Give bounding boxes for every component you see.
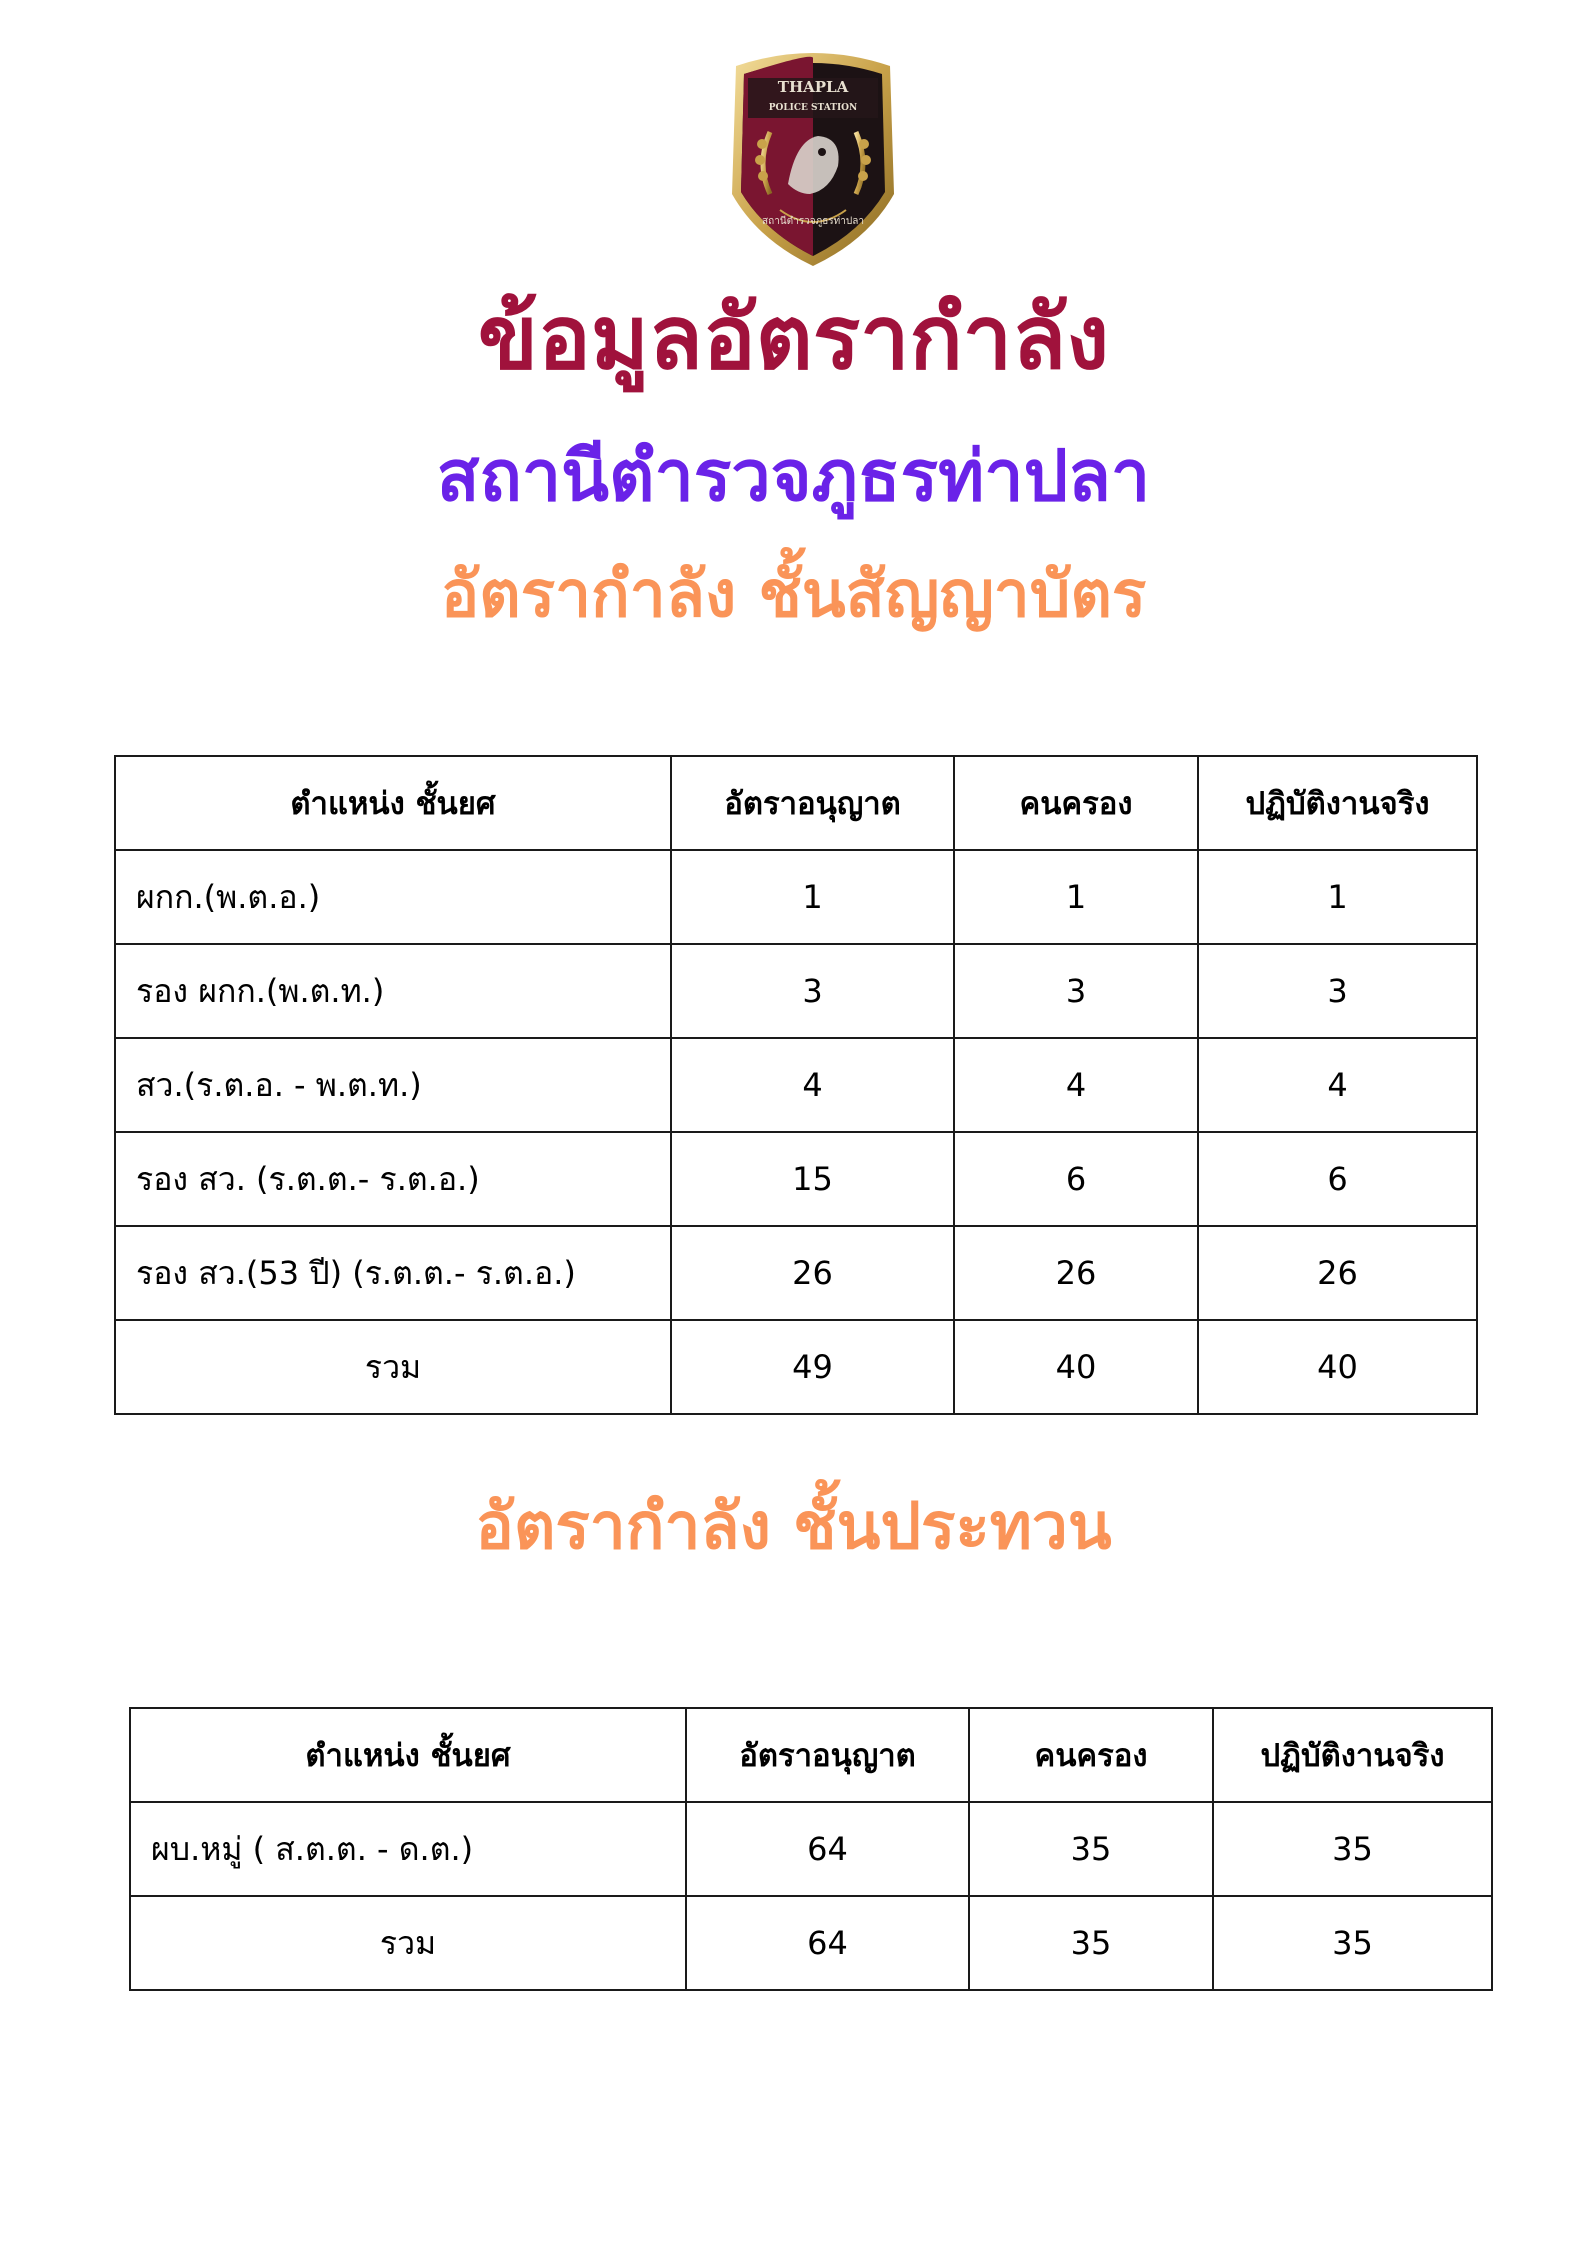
header-occupied: คนครอง (954, 756, 1198, 850)
table-row (115, 944, 1477, 1038)
table-header-row (115, 756, 1477, 850)
cell-total-label: รวม (115, 1320, 671, 1414)
cell-occupied: 1 (954, 850, 1198, 944)
cell-position: รอง ผกก.(พ.ต.ท.) (115, 944, 671, 1038)
table-total-row (130, 1896, 1492, 1990)
cell-position: สว.(ร.ต.อ. - พ.ต.ท.) (115, 1038, 671, 1132)
cell-actual: 4 (1198, 1038, 1477, 1132)
section-title-commissioned: อัตรากำลัง ชั้นสัญญาบัตร (440, 557, 1147, 632)
table-row (115, 1132, 1477, 1226)
cell-authorized: 4 (671, 1038, 954, 1132)
station-name: สถานีตำรวจภูธรท่าปลา (436, 435, 1151, 517)
cell-total-label: รวม (130, 1896, 686, 1990)
table-row (115, 1226, 1477, 1320)
commissioned-staffing-table (114, 755, 1478, 1415)
cell-authorized: 26 (671, 1226, 954, 1320)
noncommissioned-staffing-table (129, 1707, 1493, 1991)
logo-ring-text: สถานีตำรวจภูธรท่าปลา (762, 216, 864, 227)
cell-authorized: 15 (671, 1132, 954, 1226)
cell-position: รอง สว.(53 ปี) (ร.ต.ต.- ร.ต.อ.) (115, 1226, 671, 1320)
cell-occupied: 4 (954, 1038, 1198, 1132)
cell-actual: 26 (1198, 1226, 1477, 1320)
header-position: ตำแหน่ง ชั้นยศ (130, 1708, 686, 1802)
table-header-row (130, 1708, 1492, 1802)
table-row (130, 1802, 1492, 1896)
cell-total-actual: 40 (1198, 1320, 1477, 1414)
cell-position: ผกก.(พ.ต.อ.) (115, 850, 671, 944)
cell-authorized: 3 (671, 944, 954, 1038)
cell-authorized: 1 (671, 850, 954, 944)
cell-actual: 6 (1198, 1132, 1477, 1226)
logo-sub-text: POLICE STATION (768, 103, 858, 113)
cell-position: รอง สว. (ร.ต.ต.- ร.ต.อ.) (115, 1132, 671, 1226)
header-actual: ปฏิบัติงานจริง (1213, 1708, 1492, 1802)
cell-occupied: 3 (954, 944, 1198, 1038)
header-actual: ปฏิบัติงานจริง (1198, 756, 1477, 850)
table-row (115, 1038, 1477, 1132)
header-position: ตำแหน่ง ชั้นยศ (115, 756, 671, 850)
section-title-noncommissioned: อัตรากำลัง ชั้นประทวน (475, 1489, 1112, 1564)
cell-total-occupied: 35 (969, 1896, 1213, 1990)
header-authorized: อัตราอนุญาต (686, 1708, 969, 1802)
cell-total-actual: 35 (1213, 1896, 1492, 1990)
cell-total-authorized: 64 (686, 1896, 969, 1990)
cell-actual: 3 (1198, 944, 1477, 1038)
cell-occupied: 6 (954, 1132, 1198, 1226)
table-total-row (115, 1320, 1477, 1414)
cell-actual: 1 (1198, 850, 1477, 944)
header-occupied: คนครอง (969, 1708, 1213, 1802)
cell-occupied: 35 (969, 1802, 1213, 1896)
logo-top-text: THAPLA (777, 78, 849, 96)
cell-position: ผบ.หมู่ ( ส.ต.ต. - ด.ต.) (130, 1802, 686, 1896)
cell-actual: 35 (1213, 1802, 1492, 1896)
police-station-logo (718, 44, 908, 268)
page-title: ข้อมูลอัตรากำลัง (477, 286, 1110, 389)
table-row (115, 850, 1477, 944)
header-authorized: อัตราอนุญาต (671, 756, 954, 850)
cell-total-authorized: 49 (671, 1320, 954, 1414)
cell-occupied: 26 (954, 1226, 1198, 1320)
cell-total-occupied: 40 (954, 1320, 1198, 1414)
cell-authorized: 64 (686, 1802, 969, 1896)
